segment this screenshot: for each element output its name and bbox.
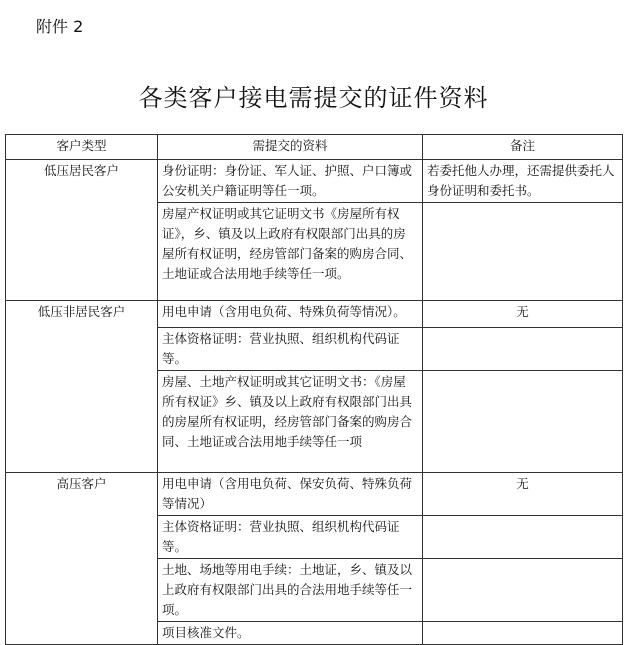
table-header-row <box>6 135 623 160</box>
table-row <box>6 301 623 328</box>
material-cell: 用电申请（含用电负荷、保安负荷、特殊负荷等情况） <box>158 473 423 516</box>
note-cell <box>423 559 623 622</box>
customer-type-cell: 低压居民客户 <box>6 160 158 301</box>
attachment-label: 附件 2 <box>36 17 84 36</box>
note-cell: 无 <box>423 301 623 328</box>
customer-type-cell: 高压客户 <box>6 473 158 645</box>
customer-type-cell: 低压非居民客户 <box>6 301 158 473</box>
table-row <box>6 160 623 203</box>
header-customer-type: 客户类型 <box>6 135 158 160</box>
note-cell: 无 <box>423 473 623 516</box>
header-notes: 备注 <box>423 135 623 160</box>
material-cell: 身份证明：身份证、军人证、护照、户口簿或公安机关户籍证明等任一项。 <box>158 160 423 203</box>
material-cell: 土地、场地等用电手续：土地证，乡、镇及以上政府有权限部门出具的合法用地手续等任一项。 <box>158 559 423 622</box>
material-cell: 用电申请（含用电负荷、特殊负荷等情况）。 <box>158 301 423 328</box>
note-cell <box>423 622 623 645</box>
documents-table <box>5 134 623 645</box>
note-cell <box>423 328 623 371</box>
table-row <box>6 473 623 516</box>
note-cell <box>423 203 623 301</box>
material-cell: 主体资格证明：营业执照、组织机构代码证等。 <box>158 516 423 559</box>
material-cell: 主体资格证明：营业执照、组织机构代码证等。 <box>158 328 423 371</box>
material-cell: 项目核准文件。 <box>158 622 423 645</box>
note-cell: 若委托他人办理，还需提供委托人身份证明和委托书。 <box>423 160 623 203</box>
note-cell <box>423 371 623 473</box>
material-cell: 房屋、土地产权证明或其它证明文书：《房屋所有权证》乡、镇及以上政府有权限部门出具的房屋所有权证明，经房管部门备案的购房合同、土地证或合法用地手续等任一项 <box>158 371 423 473</box>
document-title: 各类客户接电需提交的证件资料 <box>138 84 489 112</box>
note-cell <box>423 516 623 559</box>
material-cell: 房屋产权证明或其它证明文书《房屋所有权证》，乡、镇及以上政府有权限部门出具的房屋所有权证明，经房管部门备案的购房合同、土地证或合法用地手续等任一项。 <box>158 203 423 301</box>
header-materials: 需提交的资料 <box>158 135 423 160</box>
